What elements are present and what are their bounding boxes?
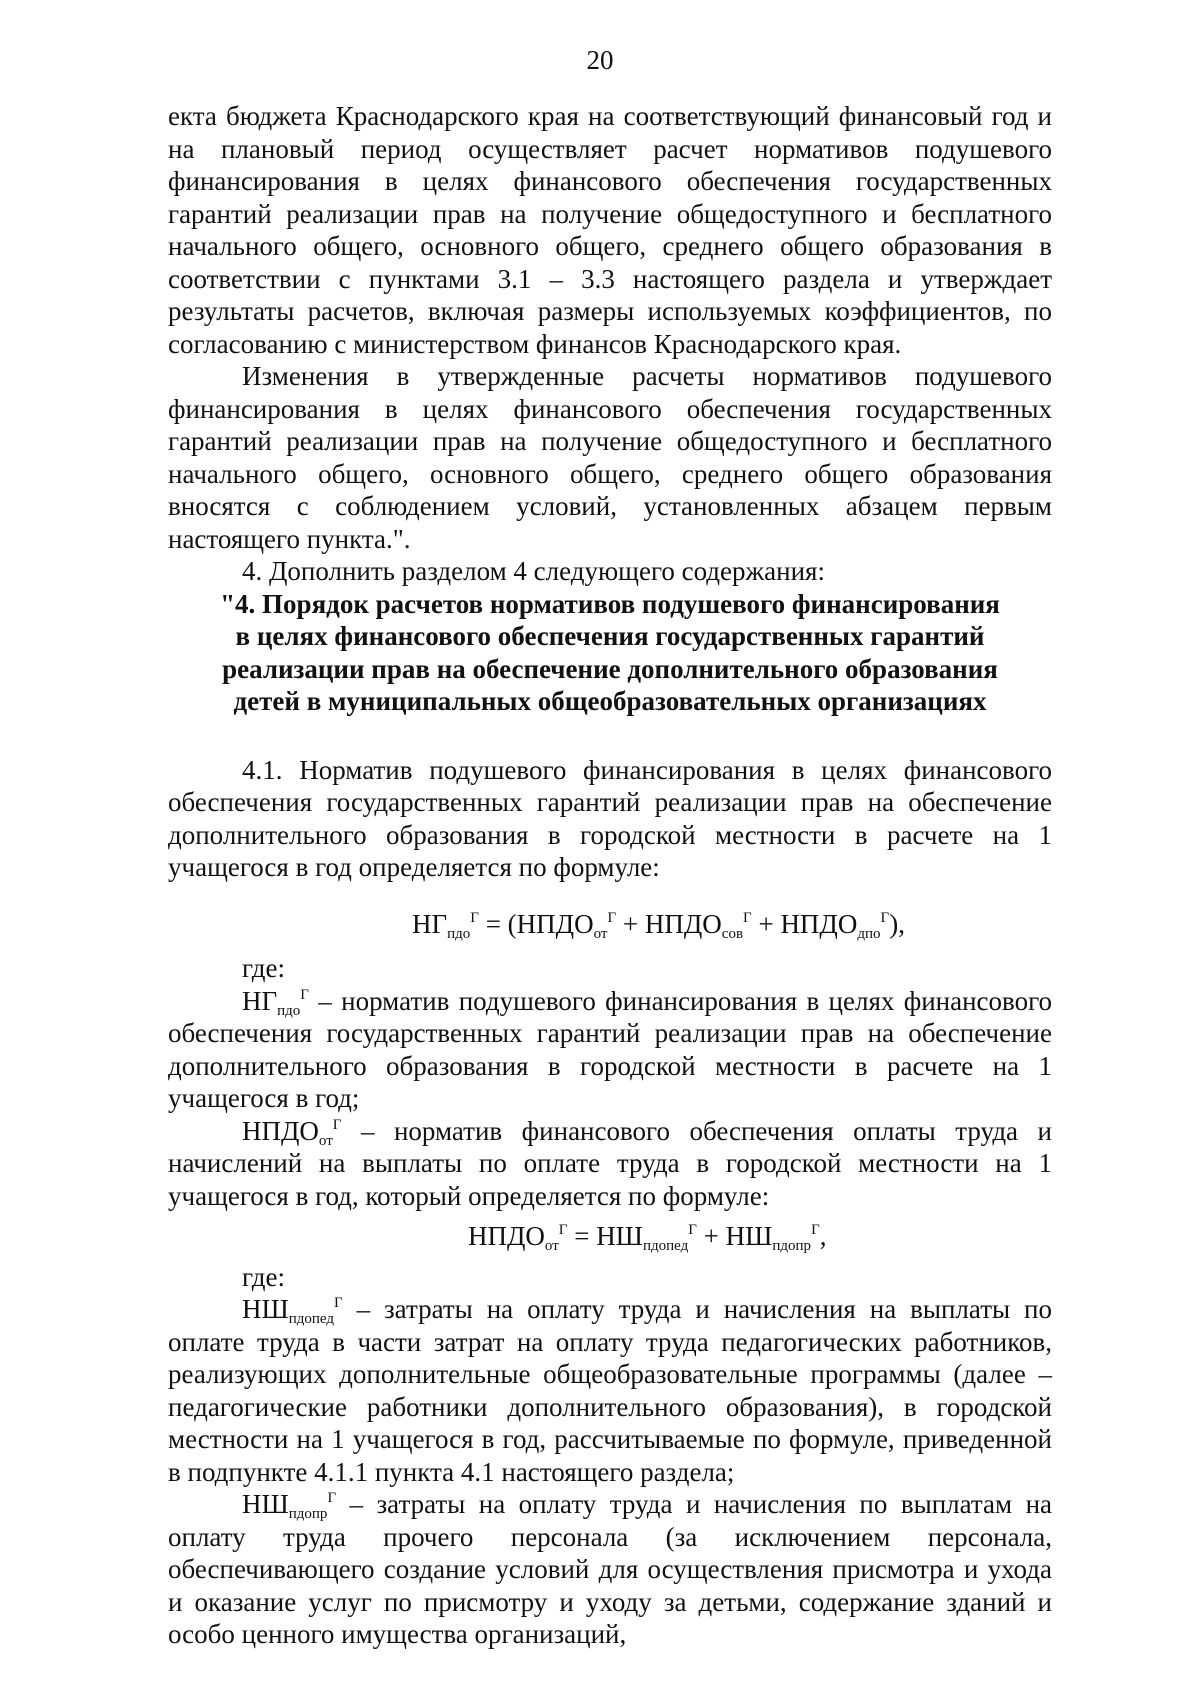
section-heading-line: реализации прав на обеспечение дополнительного образования — [222, 653, 998, 684]
formula-ng: $НГ_{пдо}^Г$ = ($НПДО_{от}^Г$ + $НПДО_{сов}^Г$ + $НПДО_{дпо}^Г$), — [412, 908, 905, 942]
document-body — [168, 100, 1052, 1651]
page-number: 20 — [586, 45, 614, 75]
definition-nsh-pdopr: $НШ_{пдопр}^Г$ – затраты на оплату труда и начисления по выплатам на оплату труда прочего персонала (за исключением персонала, обеспечивающего создание условий для осуществления присмотра и ухода и оказание услуг по присмотру и уходу за детьми, содержание зданий и особо ценного имущества организаций, — [168, 1489, 1052, 1649]
paragraph-add-section: 4. Дополнить разделом 4 следующего содержания: — [242, 556, 825, 586]
where-label: где: — [242, 953, 285, 983]
definition-npdo-ot: $НПДО_{от}^Г$ – норматив финансового обеспечения оплаты труда и начислений на выплаты по оплате труда в городской местности на 1 учащегося в год, который определяется по формуле: — [168, 1115, 1052, 1211]
term-nsh-pdoped: $НШ_{пдопед}^Г$ — [242, 1294, 343, 1327]
paragraph-4-1: 4.1. Норматив подушевого финансирования в целях финансового обеспечения государственных гарантий реализации прав на обеспечение дополнительного образования в городской местности в расчете на 1 учащегося в год определяется по формуле: — [168, 754, 1052, 882]
term-ng: $НГ_{пдо}^Г$ — [242, 985, 309, 1019]
term-nsh-pdopr: $НШ_{пдопр}^Г$ — [242, 1489, 337, 1522]
section-heading-line: в целях финансового обеспечения государственных гарантий — [235, 621, 985, 651]
term-npdo-ot: $НПДО_{от}^Г$ — [242, 1115, 342, 1149]
section-heading-line: детей в муниципальных общеобразовательных организациях — [233, 686, 987, 716]
definition-nsh-pdoped: $НШ_{пдопед}^Г$ – затраты на оплату труда и начисления на выплаты по оплате труда в части затрат на оплату труда педагогических работников, реализующих дополнительные общеобразовательные программы (далее – педагогические работники дополнительного образования), в городской местности на 1 учащегося в год, рассчитываемые по формуле, приведенной в подпункте 4.1.1 пункта 4.1 настоящего раздела; — [168, 1294, 1052, 1487]
definition-ng: $НГ_{пдо}^Г$ – норматив подушевого финансирования в целях финансового обеспечения государственных гарантий реализации прав на обеспечение дополнительного образования в городской местности в расчете на 1 учащегося в год; — [168, 985, 1052, 1113]
paragraph-changes: Изменения в утвержденные расчеты нормативов подушевого финансирования в целях финансового обеспечения государственных гарантий реализации прав на получение общедоступного и бесплатного начального общего, основного общего, среднего общего образования вносятся с соблюдением условий, установленных абзацем первым настоящего пункта.". — [168, 361, 1052, 554]
where-label: где: — [242, 1261, 285, 1292]
section-heading — [168, 588, 1052, 718]
formula-npdo-ot: $НПДО_{от}^Г = НШ_{пдопед}^Г + НШ_{пдопр}^Г$, — [468, 1221, 827, 1254]
section-heading-line: "4. Порядок расчетов нормативов подушевого финансирования — [220, 588, 1000, 619]
paragraph-continuation: екта бюджета Краснодарского края на соответствующий финансовый год и на плановый период осуществляет расчет нормативов подушевого финансирования в целях финансового обеспечения государственных гарантий реализации прав на получение общедоступного и бесплатного начального общего, основного общего, среднего общего образования в соответствии с пунктами 3.1 – 3.3 настоящего раздела и утверждает результаты расчетов, включая размеры используемых коэффициентов, по согласованию с министерством финансов Краснодарского края. — [168, 101, 1052, 359]
